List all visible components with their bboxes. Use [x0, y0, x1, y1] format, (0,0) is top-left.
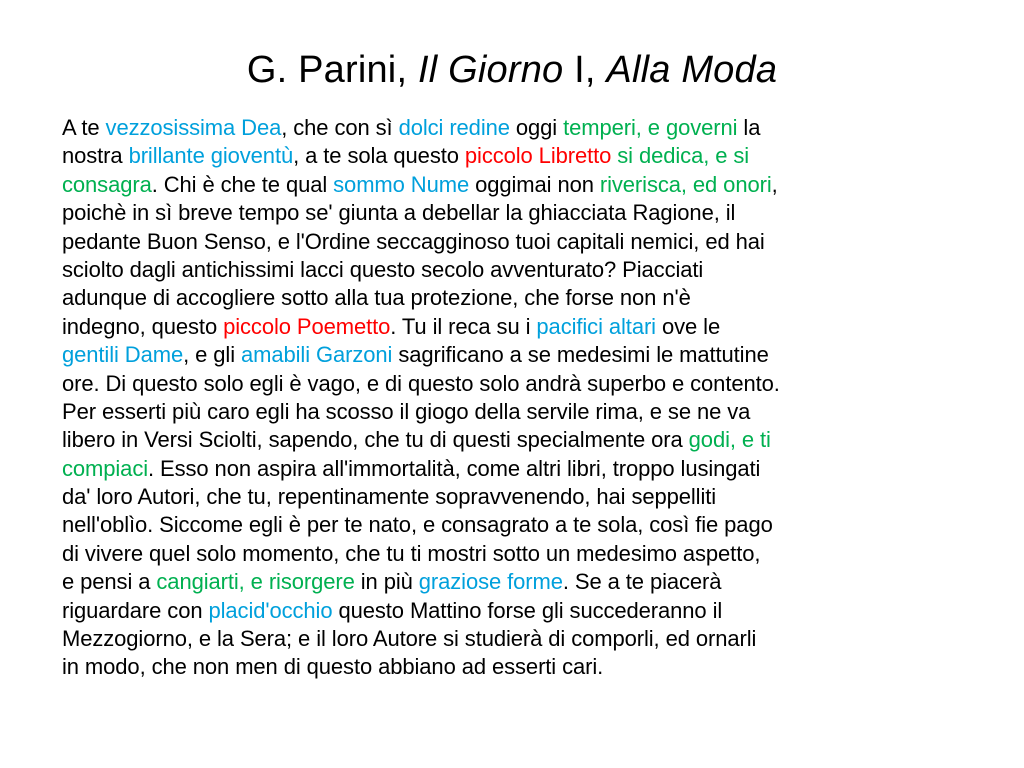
text-line [62, 597, 962, 625]
text-run: ove le [655, 313, 721, 339]
text-line [62, 568, 962, 596]
text-run: . Tu il reca su i [390, 313, 537, 339]
text-run: . Chi è che te qual [151, 171, 334, 197]
text-run: e pensi a [62, 569, 157, 595]
title-work: Il Giorno [417, 49, 564, 91]
text-run: oggimai non [469, 171, 600, 197]
text-line [62, 540, 962, 568]
text-run: pedante Buon Senso, e l'Ordine seccagginoso tuoi capitali nemici, ed hai [62, 228, 765, 254]
highlighted-phrase-blue: graziose forme [418, 569, 563, 595]
text-run: poichè in sì breve tempo se' giunta a debellar la ghiacciata Ragione, il [62, 200, 736, 226]
highlighted-phrase-blue: dolci redine [398, 115, 510, 140]
text-run: da' loro Autori, che tu, repentinamente sopravvenendo, hai seppelliti [62, 484, 717, 510]
text-run: A te [62, 115, 106, 140]
text-run: indegno, questo [62, 313, 224, 339]
text-run: oggi [509, 115, 564, 140]
text-line [62, 313, 962, 341]
highlighted-phrase-green: compiaci [62, 455, 149, 481]
text-line [62, 228, 962, 256]
text-run: Mezzogiorno, e la Sera; e il loro Autore si studierà di comporli, ed ornarli [62, 626, 757, 652]
text-line [62, 511, 962, 539]
text-line [62, 171, 962, 199]
text-run: nell'oblìo. Siccome egli è per te nato, e consagrato a te sola, così fie pago [62, 512, 773, 538]
text-run: sagrificano a se medesimi le mattutine [392, 342, 769, 368]
text-run: in modo, che non men di questo abbiano ad esserti cari. [62, 654, 604, 680]
title-author: G. Parini, [246, 49, 418, 91]
highlighted-phrase-blue: pacifici altari [536, 313, 656, 339]
text-line [62, 625, 962, 653]
highlighted-phrase-blue: vezzosissima Dea [105, 115, 282, 140]
highlighted-phrase-blue: placid'occhio [208, 597, 333, 623]
highlighted-phrase-green: godi, e ti [688, 427, 771, 453]
text-line [62, 653, 962, 681]
highlighted-phrase-blue: sommo Nume [333, 171, 470, 197]
text-line [62, 142, 962, 170]
text-run: la [737, 115, 761, 140]
text-run: riguardare con [62, 597, 209, 623]
highlighted-phrase-red: piccolo Libretto [464, 143, 612, 169]
text-run: nostra [62, 143, 129, 169]
slide-title [0, 40, 1024, 100]
text-line [62, 284, 962, 312]
highlighted-phrase-green: temperi, e governi [563, 115, 738, 140]
highlighted-phrase-green: si dedica, e si [617, 143, 750, 169]
text-line [62, 426, 962, 454]
text-line [62, 455, 962, 483]
text-run: ore. Di questo solo egli è vago, e di questo solo andrà superbo e contento. [62, 370, 780, 396]
text-run: Per esserti più caro egli ha scosso il giogo della servile rima, e se ne va [62, 398, 751, 424]
slide-body-text [62, 114, 962, 682]
highlighted-phrase-green: riverisca, ed onori [599, 171, 772, 197]
text-run: libero in Versi Sciolti, sapendo, che tu di questi specialmente ora [62, 427, 689, 453]
text-run: di vivere quel solo momento, che tu ti mostri sotto un medesimo aspetto, [62, 540, 761, 566]
text-line [62, 199, 962, 227]
text-run: , e gli [183, 342, 241, 368]
text-run: . Se a te piacerà [562, 569, 722, 595]
text-run: . Esso non aspira all'immortalità, come altri libri, troppo lusingati [148, 455, 761, 481]
text-line [62, 483, 962, 511]
text-line [62, 370, 962, 398]
text-run: , [771, 171, 778, 197]
text-run: in più [354, 569, 419, 595]
text-run: adunque di accogliere sotto alla tua protezione, che forse non n'è [62, 285, 691, 311]
highlighted-phrase-green: consagra [62, 171, 152, 197]
highlighted-phrase-red: piccolo Poemetto [223, 313, 391, 339]
title-part: I, [563, 49, 607, 91]
text-line [62, 114, 962, 142]
text-run: sciolto dagli antichissimi lacci questo secolo avventurato? Piacciati [62, 256, 704, 282]
text-run: , a te sola questo [293, 143, 465, 169]
text-line [62, 398, 962, 426]
text-run: , che con sì [281, 115, 399, 140]
highlighted-phrase-blue: brillante gioventù [128, 143, 294, 169]
text-line [62, 341, 962, 369]
text-run: questo Mattino forse gli succederanno il [332, 597, 723, 623]
highlighted-phrase-blue: amabili Garzoni [241, 342, 393, 368]
title-section: Alla Moda [606, 49, 778, 91]
highlighted-phrase-blue: gentili Dame [62, 342, 184, 368]
highlighted-phrase-green: cangiarti, e risorgere [156, 569, 355, 595]
text-line [62, 256, 962, 284]
